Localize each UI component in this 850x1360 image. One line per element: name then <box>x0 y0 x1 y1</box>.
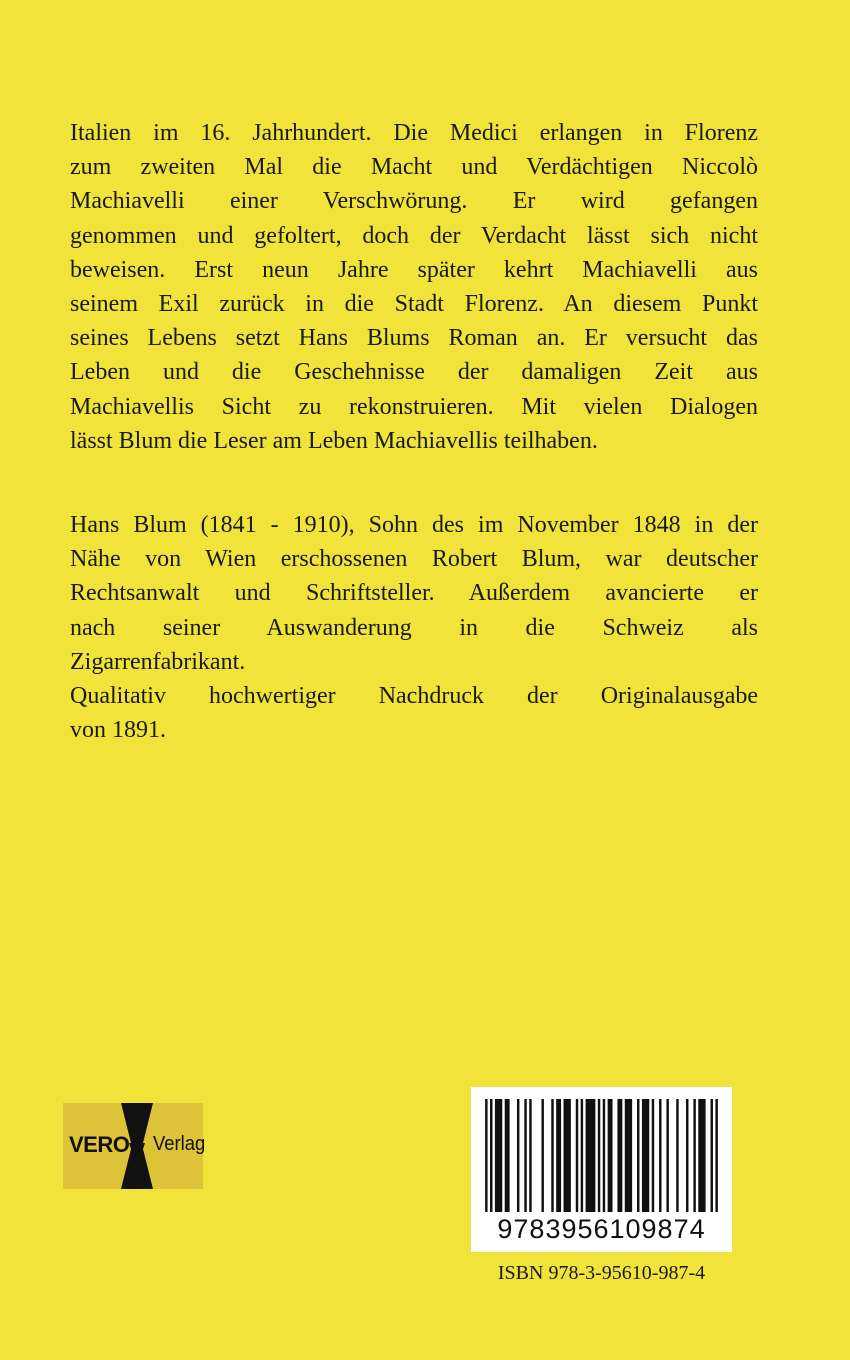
bio-line: Hans Blum (1841 - 1910), Sohn des im November 1848 in der <box>70 512 758 538</box>
barcode-bars <box>471 1087 732 1217</box>
blurb-line: seines Lebens setzt Hans Blums Roman an. Er versucht das <box>70 325 758 352</box>
isbn-label: ISBN 978-3-95610-987-4 <box>497 1262 706 1284</box>
publisher-logo <box>63 1103 206 1189</box>
barcode-bar <box>617 1099 622 1212</box>
bio-line: von 1891. <box>70 717 166 744</box>
barcode-bar <box>686 1099 688 1212</box>
barcode-bar <box>495 1099 502 1212</box>
blurb-line: Machiavelli einer Verschwörung. Er wird gefangen <box>70 188 758 215</box>
bio-line: nach seiner Auswanderung in die Schweiz als <box>70 614 758 641</box>
barcode-bar <box>652 1099 654 1212</box>
barcode-bar <box>564 1099 571 1212</box>
blurb-paragraph <box>70 116 758 458</box>
bio-line: Zigarrenfabrikant. <box>70 648 246 675</box>
barcode-bar <box>541 1099 543 1212</box>
blurb-line: zum zweiten Mal die Macht und Verdächtigen Niccolò <box>70 154 758 181</box>
blurb-line: Machiavellis Sicht zu rekonstruieren. Mit vielen Dialogen <box>70 393 758 420</box>
barcode-bar <box>551 1099 553 1212</box>
barcode-bar <box>581 1099 583 1212</box>
barcode-bar <box>608 1099 613 1212</box>
barcode-bar <box>524 1099 526 1212</box>
barcode-bar <box>666 1099 668 1212</box>
blurb-line: Italien im 16. Jahrhundert. Die Medici erlangen in Florenz <box>70 120 758 146</box>
barcode-bar <box>625 1099 632 1212</box>
barcode-digits: 9783956109874 <box>497 1214 706 1244</box>
barcode-bar <box>642 1099 649 1212</box>
blurb-line: genommen und gefoltert, doch der Verdacht lässt sich nicht <box>70 222 758 249</box>
barcode-bar <box>485 1099 487 1212</box>
blurb-line: seinem Exil zurück in die Stadt Florenz. An diesem Punkt <box>70 291 758 318</box>
blurb-line: beweisen. Erst neun Jahre später kehrt Machiavelli aus <box>70 256 758 283</box>
barcode <box>471 1087 732 1252</box>
barcode-bar <box>603 1099 605 1212</box>
bio-line: Rechtsanwalt und Schriftsteller. Außerdem avancierte er <box>70 580 758 607</box>
barcode-bar <box>505 1099 510 1212</box>
bio-line: Nähe von Wien erschossenen Robert Blum, war deutscher <box>70 546 758 573</box>
barcode-bar <box>715 1099 717 1212</box>
barcode-bar <box>556 1099 561 1212</box>
barcode-bar <box>693 1099 695 1212</box>
publisher-logo-word: VERO <box>69 1132 130 1157</box>
barcode-bar <box>637 1099 639 1212</box>
barcode-bar <box>698 1099 705 1212</box>
barcode-bar <box>598 1099 600 1212</box>
barcode-bar <box>576 1099 578 1212</box>
bio-line: Qualitativ hochwertiger Nachdruck der Originalausgabe <box>70 683 758 710</box>
author-bio-paragraph <box>70 508 758 747</box>
blurb-line: Leben und die Geschehnisse der damaligen Zeit aus <box>70 359 758 386</box>
barcode-bar <box>659 1099 661 1212</box>
barcode-bar <box>676 1099 678 1212</box>
blurb-line: lässt Blum die Leser am Leben Machiavellis teilhaben. <box>70 427 598 454</box>
barcode-bar <box>529 1099 531 1212</box>
barcode-bar <box>517 1099 519 1212</box>
barcode-bar <box>490 1099 492 1212</box>
publisher-logo-suffix: Verlag <box>153 1133 206 1155</box>
barcode-bar <box>586 1099 596 1212</box>
barcode-bar <box>711 1099 713 1212</box>
